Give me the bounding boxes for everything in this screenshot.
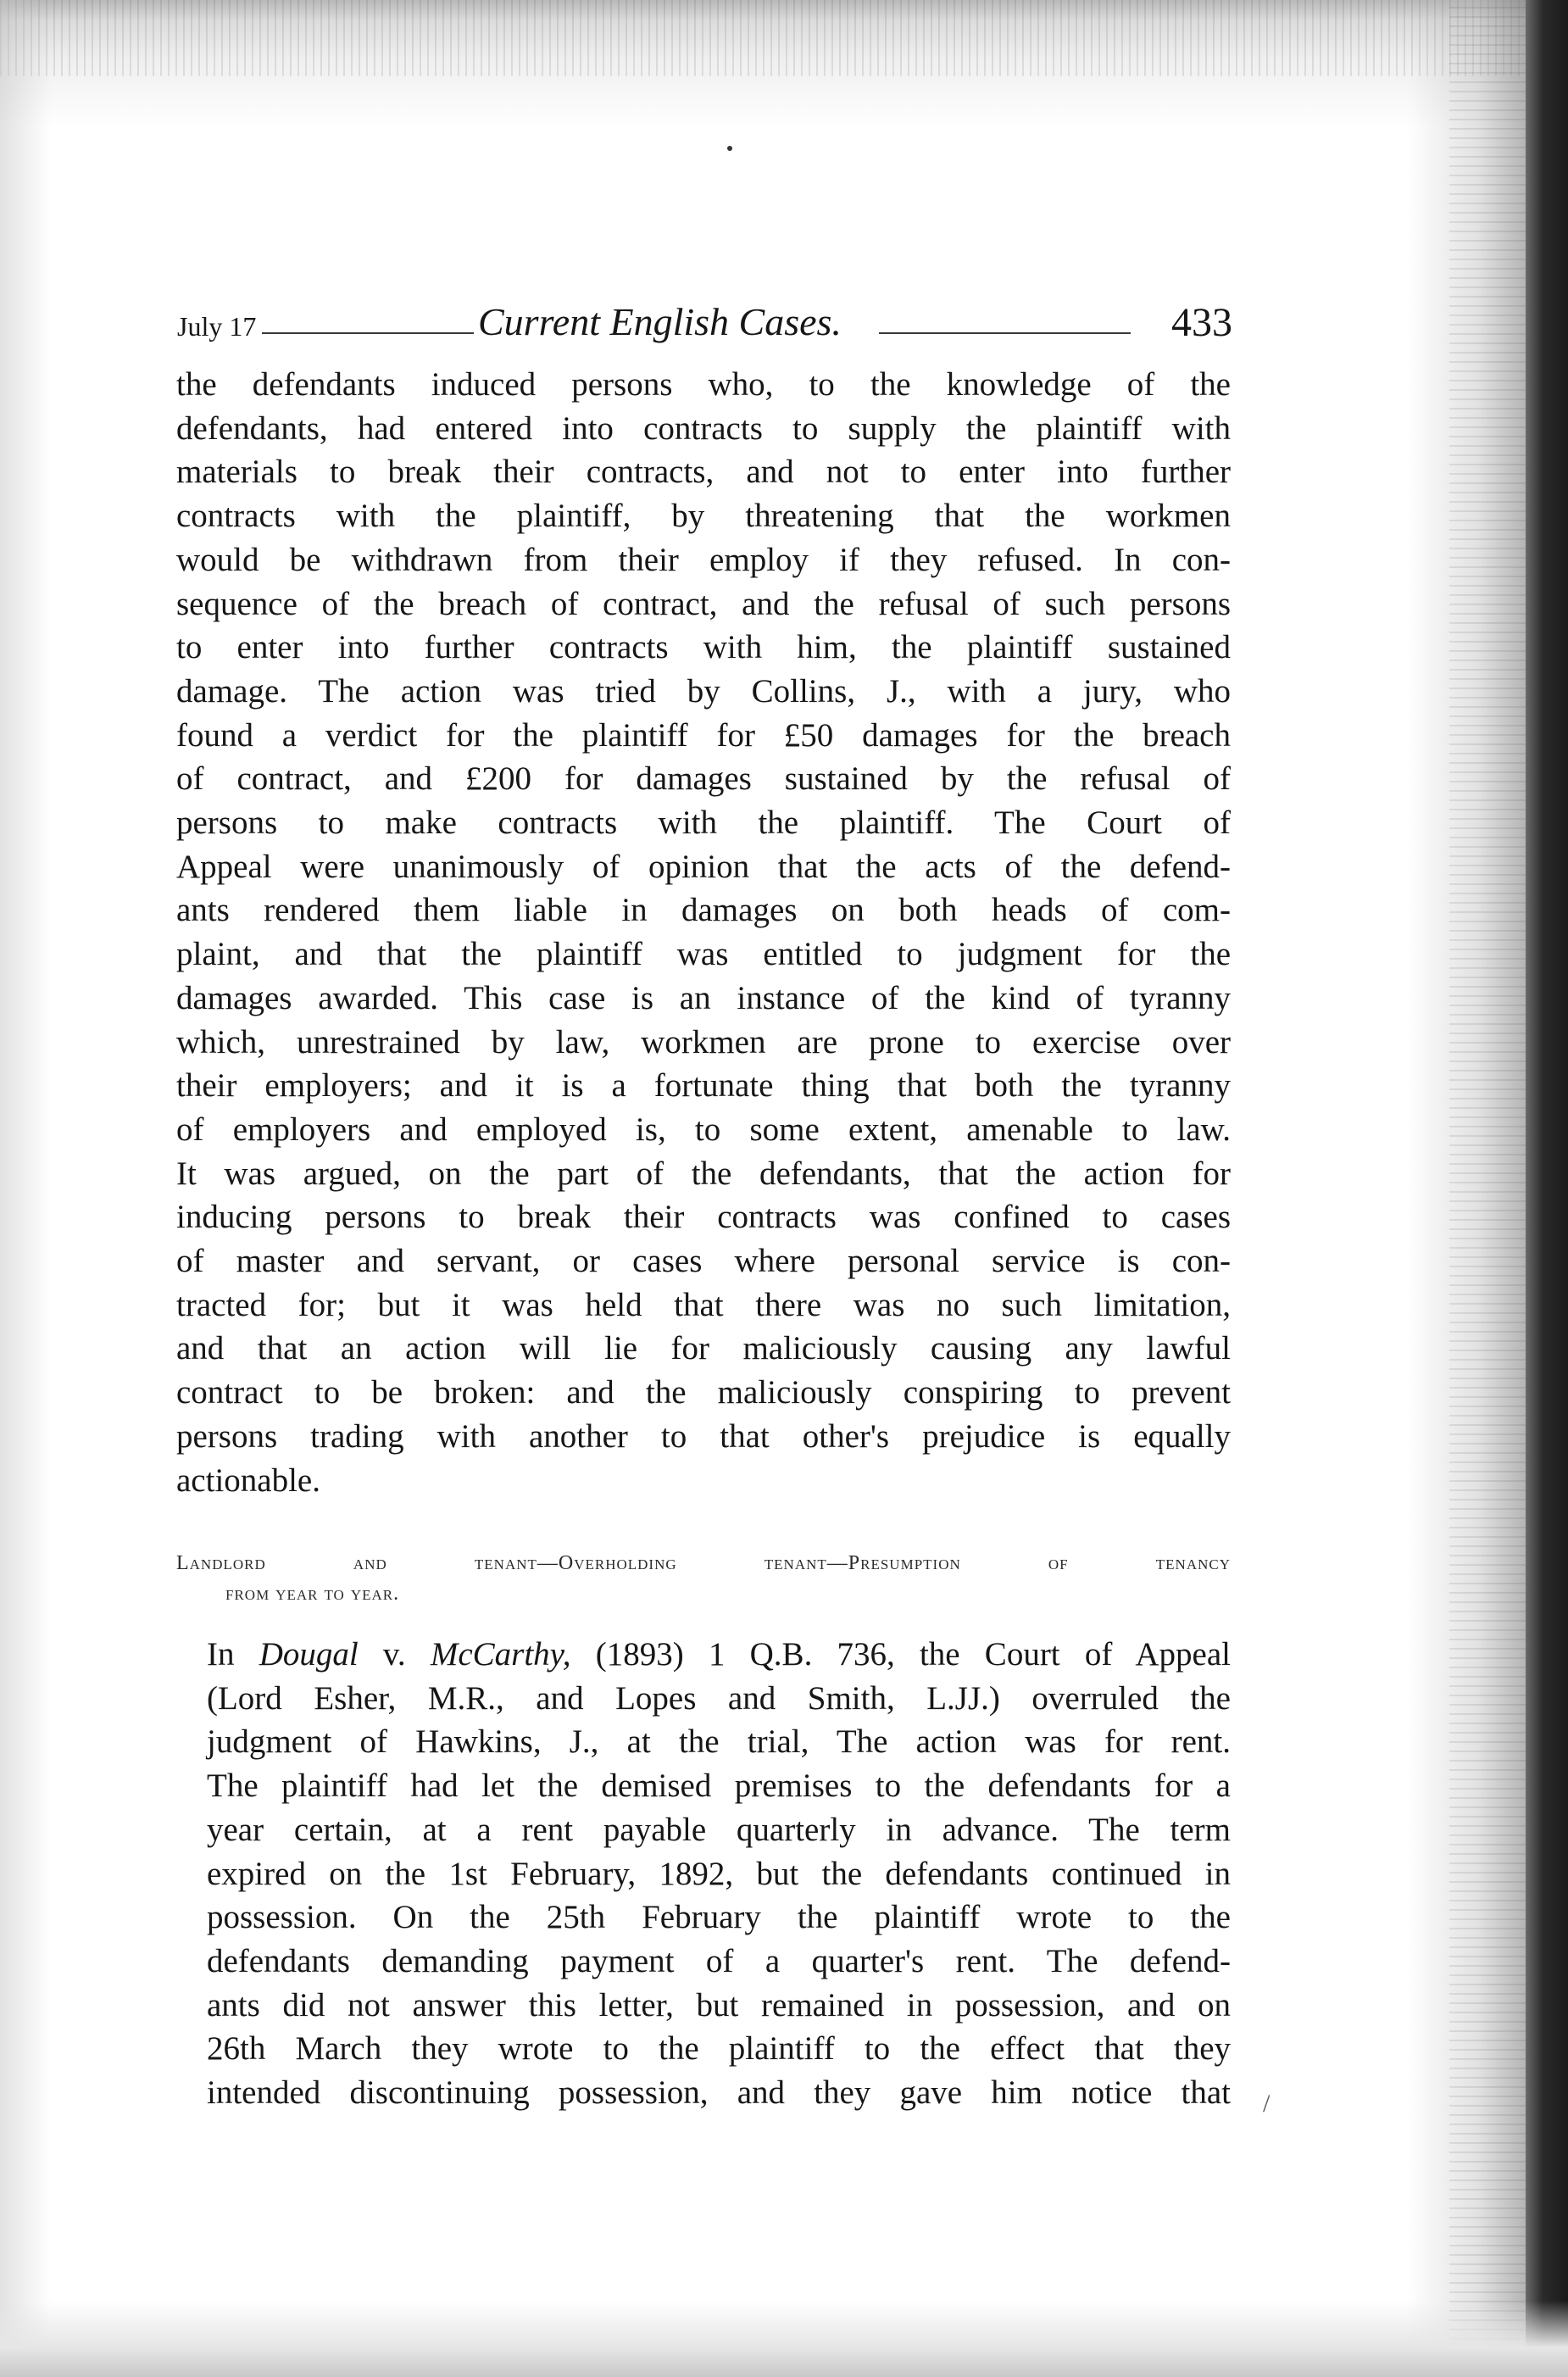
text-line: their employers; and it is a fortunate thing that both the tyranny xyxy=(176,1067,1231,1105)
text-line: (Lord Esher, M.R., and Lopes and Smith, L.JJ.) overruled the xyxy=(207,1679,1231,1717)
text-line: to enter into further contracts with him, the plaintiff sustained xyxy=(176,629,1231,666)
text-line: inducing persons to break their contracts was confined to cases xyxy=(176,1199,1231,1236)
text-line: actionable. xyxy=(176,1461,320,1499)
text-line: of contract, and £200 for damages sustained by the refusal of xyxy=(176,760,1231,798)
text-line: intended discontinuing possession, and they gave him notice that xyxy=(207,2074,1231,2112)
text-line: found a verdict for the plaintiff for £50 damages for the breach xyxy=(176,716,1231,754)
scan-shadow-bottom xyxy=(0,2301,1568,2377)
margin-mark: / xyxy=(1263,2090,1271,2118)
text-line: contracts with the plaintiff, by threatening that the workmen xyxy=(176,498,1231,535)
text-line: Appeal were unanimously of opinion that the acts of the defend- xyxy=(176,848,1231,885)
text-run: (1893) 1 Q.B. 736, the Court of Appeal xyxy=(570,1636,1231,1673)
header-title: Current English Cases. xyxy=(478,300,842,343)
text-run: In xyxy=(207,1636,259,1673)
section-heading xyxy=(176,1548,1231,1609)
text-line: sequence of the breach of contract, and the refusal of such persons xyxy=(176,585,1231,622)
text-line: ants did not answer this letter, but remained in possession, and on xyxy=(207,1986,1231,2024)
text-line: persons trading with another to that other's prejudice is equally xyxy=(176,1417,1231,1455)
text-line: materials to break their contracts, and not to enter into further xyxy=(176,454,1231,491)
text-line: of employers and employed is, to some extent, amenable to law. xyxy=(176,1111,1231,1148)
scan-noise-right xyxy=(1449,0,1526,2377)
text-line: 26th March they wrote to the plaintiff to the effect that they xyxy=(207,2030,1231,2068)
text-line: defendants, had entered into contracts to supply the plaintiff with xyxy=(176,409,1231,447)
paragraph-2-first-line xyxy=(176,1633,1231,1677)
text-line: year certain, at a rent payable quarterly in advance. The term xyxy=(207,1811,1231,1848)
text-line: the defendants induced persons who, to the knowledge of the xyxy=(176,366,1231,403)
scan-noise-top xyxy=(0,0,1568,76)
section-heading-line-2: from year to year. xyxy=(225,1583,400,1605)
text-line: It was argued, on the part of the defendants, that the action for xyxy=(176,1155,1231,1192)
text-line: tracted for; but it was held that there was no such limitation, xyxy=(176,1286,1231,1323)
case-name-1: Dougal xyxy=(259,1636,359,1673)
text-run: v. xyxy=(358,1636,431,1673)
page-number: 433 xyxy=(1171,300,1232,345)
paragraph-1 xyxy=(176,363,1231,1502)
text-line: damage. The action was tried by Collins, J., with a jury, who xyxy=(176,672,1231,710)
case-name-2: McCarthy, xyxy=(430,1636,571,1673)
text-line: of master and servant, or cases where personal service is con- xyxy=(176,1243,1231,1280)
section-heading-line-1: Landlord and tenant—Overholding tenant—Presumption of tenancy xyxy=(176,1552,1231,1574)
text-line: damages awarded. This case is an instance of the kind of tyranny xyxy=(176,979,1231,1016)
text-line: The plaintiff had let the demised premises to the defendants for a xyxy=(207,1767,1231,1805)
text-line: defendants demanding payment of a quarter's rent. The defend- xyxy=(207,1942,1231,1979)
text-line: possession. On the 25th February the plaintiff wrote to the xyxy=(207,1899,1231,1936)
text-line: ants rendered them liable in damages on both heads of com- xyxy=(176,892,1231,929)
text-line: and that an action will lie for maliciously causing any lawful xyxy=(176,1330,1231,1367)
text-line: expired on the 1st February, 1892, but the defendants continued in xyxy=(207,1855,1231,1892)
paragraph-2 xyxy=(176,1633,1231,2115)
text-line: would be withdrawn from their employ if they refused. In con- xyxy=(176,541,1231,578)
text-line: which, unrestrained by law, workmen are prone to exercise over xyxy=(176,1023,1231,1060)
text-line: persons to make contracts with the plaintiff. The Court of xyxy=(176,804,1231,842)
scan-binding-edge xyxy=(1526,0,1568,2377)
text-line: plaint, and that the plaintiff was entitled to judgment for the xyxy=(176,936,1231,973)
scan-shadow-left xyxy=(0,0,51,2377)
text-line: judgment of Hawkins, J., at the trial, The action was for rent. xyxy=(207,1723,1231,1761)
running-head xyxy=(177,287,1232,346)
header-date: July 17 xyxy=(177,311,257,342)
scan-speck xyxy=(727,146,732,151)
text-line: contract to be broken: and the maliciously conspiring to prevent xyxy=(176,1374,1231,1411)
